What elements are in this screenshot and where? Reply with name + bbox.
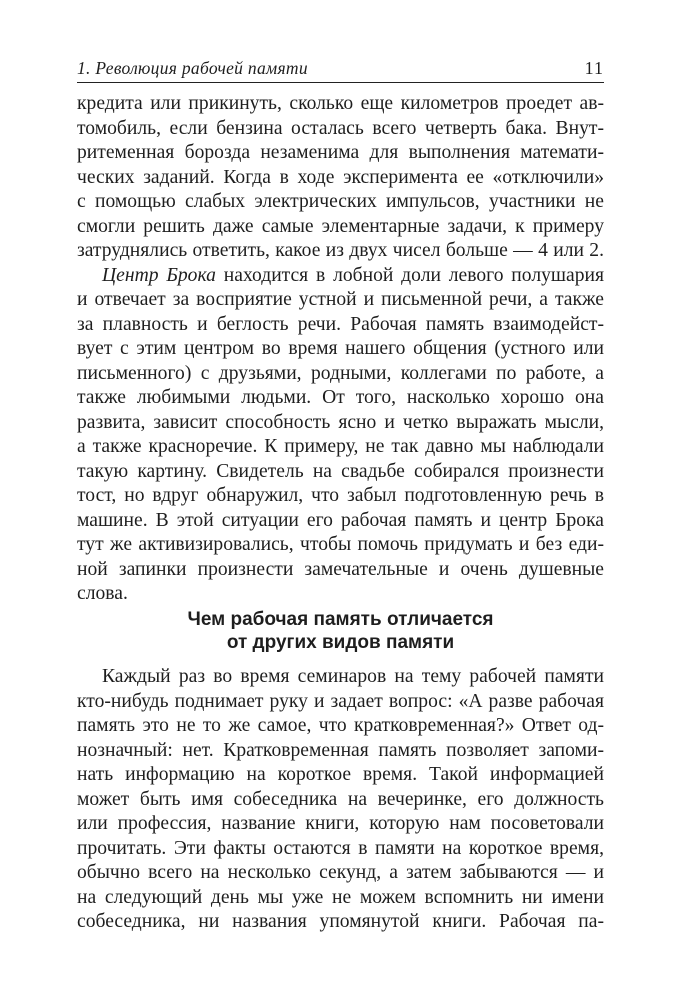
text-line: на следующий день мы уже не можем вспомнить ни имени [77,886,604,908]
text-line: за плавность и беглость речи. Рабочая память взаимодейст- [77,313,604,335]
section-heading-line: Чем рабочая память отличается [187,609,494,630]
text-line: вует с этим центром во время нашего общения (устного или [77,338,604,359]
text-line: слова. [77,583,128,604]
text-line: нать информацию на короткое время. Такой информацией [77,764,604,785]
text-line: затруднялись ответить, какое из двух чисел больше — 4 или 2. [77,240,604,261]
chapter-title: 1. Революция рабочей памяти [77,58,308,78]
text-line: память это не то же самое, что кратковременная?» Ответ од- [77,715,604,736]
header-rule [77,82,604,83]
text-line: также любимыми людьми. От того, насколько хорошо она [77,387,604,408]
text-line: развита, зависит способность ясно и четко выражать мысли, [77,411,604,433]
paragraph-broca [77,264,604,607]
text-line: кредита или прикинуть, сколько еще километров проедет ав- [77,93,604,114]
text-line: с помощью слабых электрических импульсов, участники не [77,191,604,212]
paragraph-memory-types [77,665,604,935]
text-fragment: находится в лобной доли левого полушария [215,264,604,286]
text-line: кто-нибудь поднимает руку и задает вопрос: «А разве рабочая [77,690,604,712]
text-line: машине. В этой ситуации его рабочая память и центр Брока [77,509,604,531]
page-number: 11 [584,58,604,78]
text-line: и отвечает за восприятие устной и письменной речи, а также [77,289,604,310]
text-line: прочитать. Эти факты остаются в памяти на короткое время, [77,837,604,859]
section-heading-line: от других видов памяти [226,632,455,653]
text-line: смогли решить даже самые элементарные задачи, к примеру [77,215,604,237]
text-line: или профессия, название книги, которую нам посоветовали [77,813,604,834]
term-broca-center: Центр Брока [102,264,216,286]
running-head [77,55,604,79]
text-line: ческих заданий. Когда в ходе эксперимента ее «отключили» [77,166,604,188]
text-line: письменного) с друзьями, родными, коллегами по работе, а [77,362,604,384]
section-heading [77,608,604,654]
text-line [77,264,604,289]
text-line: Каждый раз во время семинаров на тему рабочей памяти [102,666,604,687]
text-line: а также красноречие. К примеру, не так давно мы наблюдали [77,436,604,457]
text-line: может быть имя собеседника на вечеринке, его должность [77,788,604,810]
text-line: тут же активизировались, чтобы помочь придумать и без еди- [77,534,604,555]
text-line: ной запинки произнести замечательные и очень душевные [77,558,604,580]
text-line: нозначный: нет. Кратковременная память позволяет запоми- [77,739,604,761]
text-line: обычно всего на несколько секунд, а затем забываются — и [77,862,604,883]
text-line: томобиль, если бензина осталась всего четверть бака. Внут- [77,117,604,139]
text-line: такую картину. Свидетель на свадьбе собирался произнести [77,460,604,482]
paragraph-continuation [77,92,604,264]
text-line: тост, но вдруг обнаружил, что забыл подготовленную речь в [77,485,604,506]
text-line: собеседника, ни названия упомянутой книги. Рабочая па- [77,911,604,932]
text-line: ритеменная борозда незаменима для выполнения математи- [77,142,604,163]
